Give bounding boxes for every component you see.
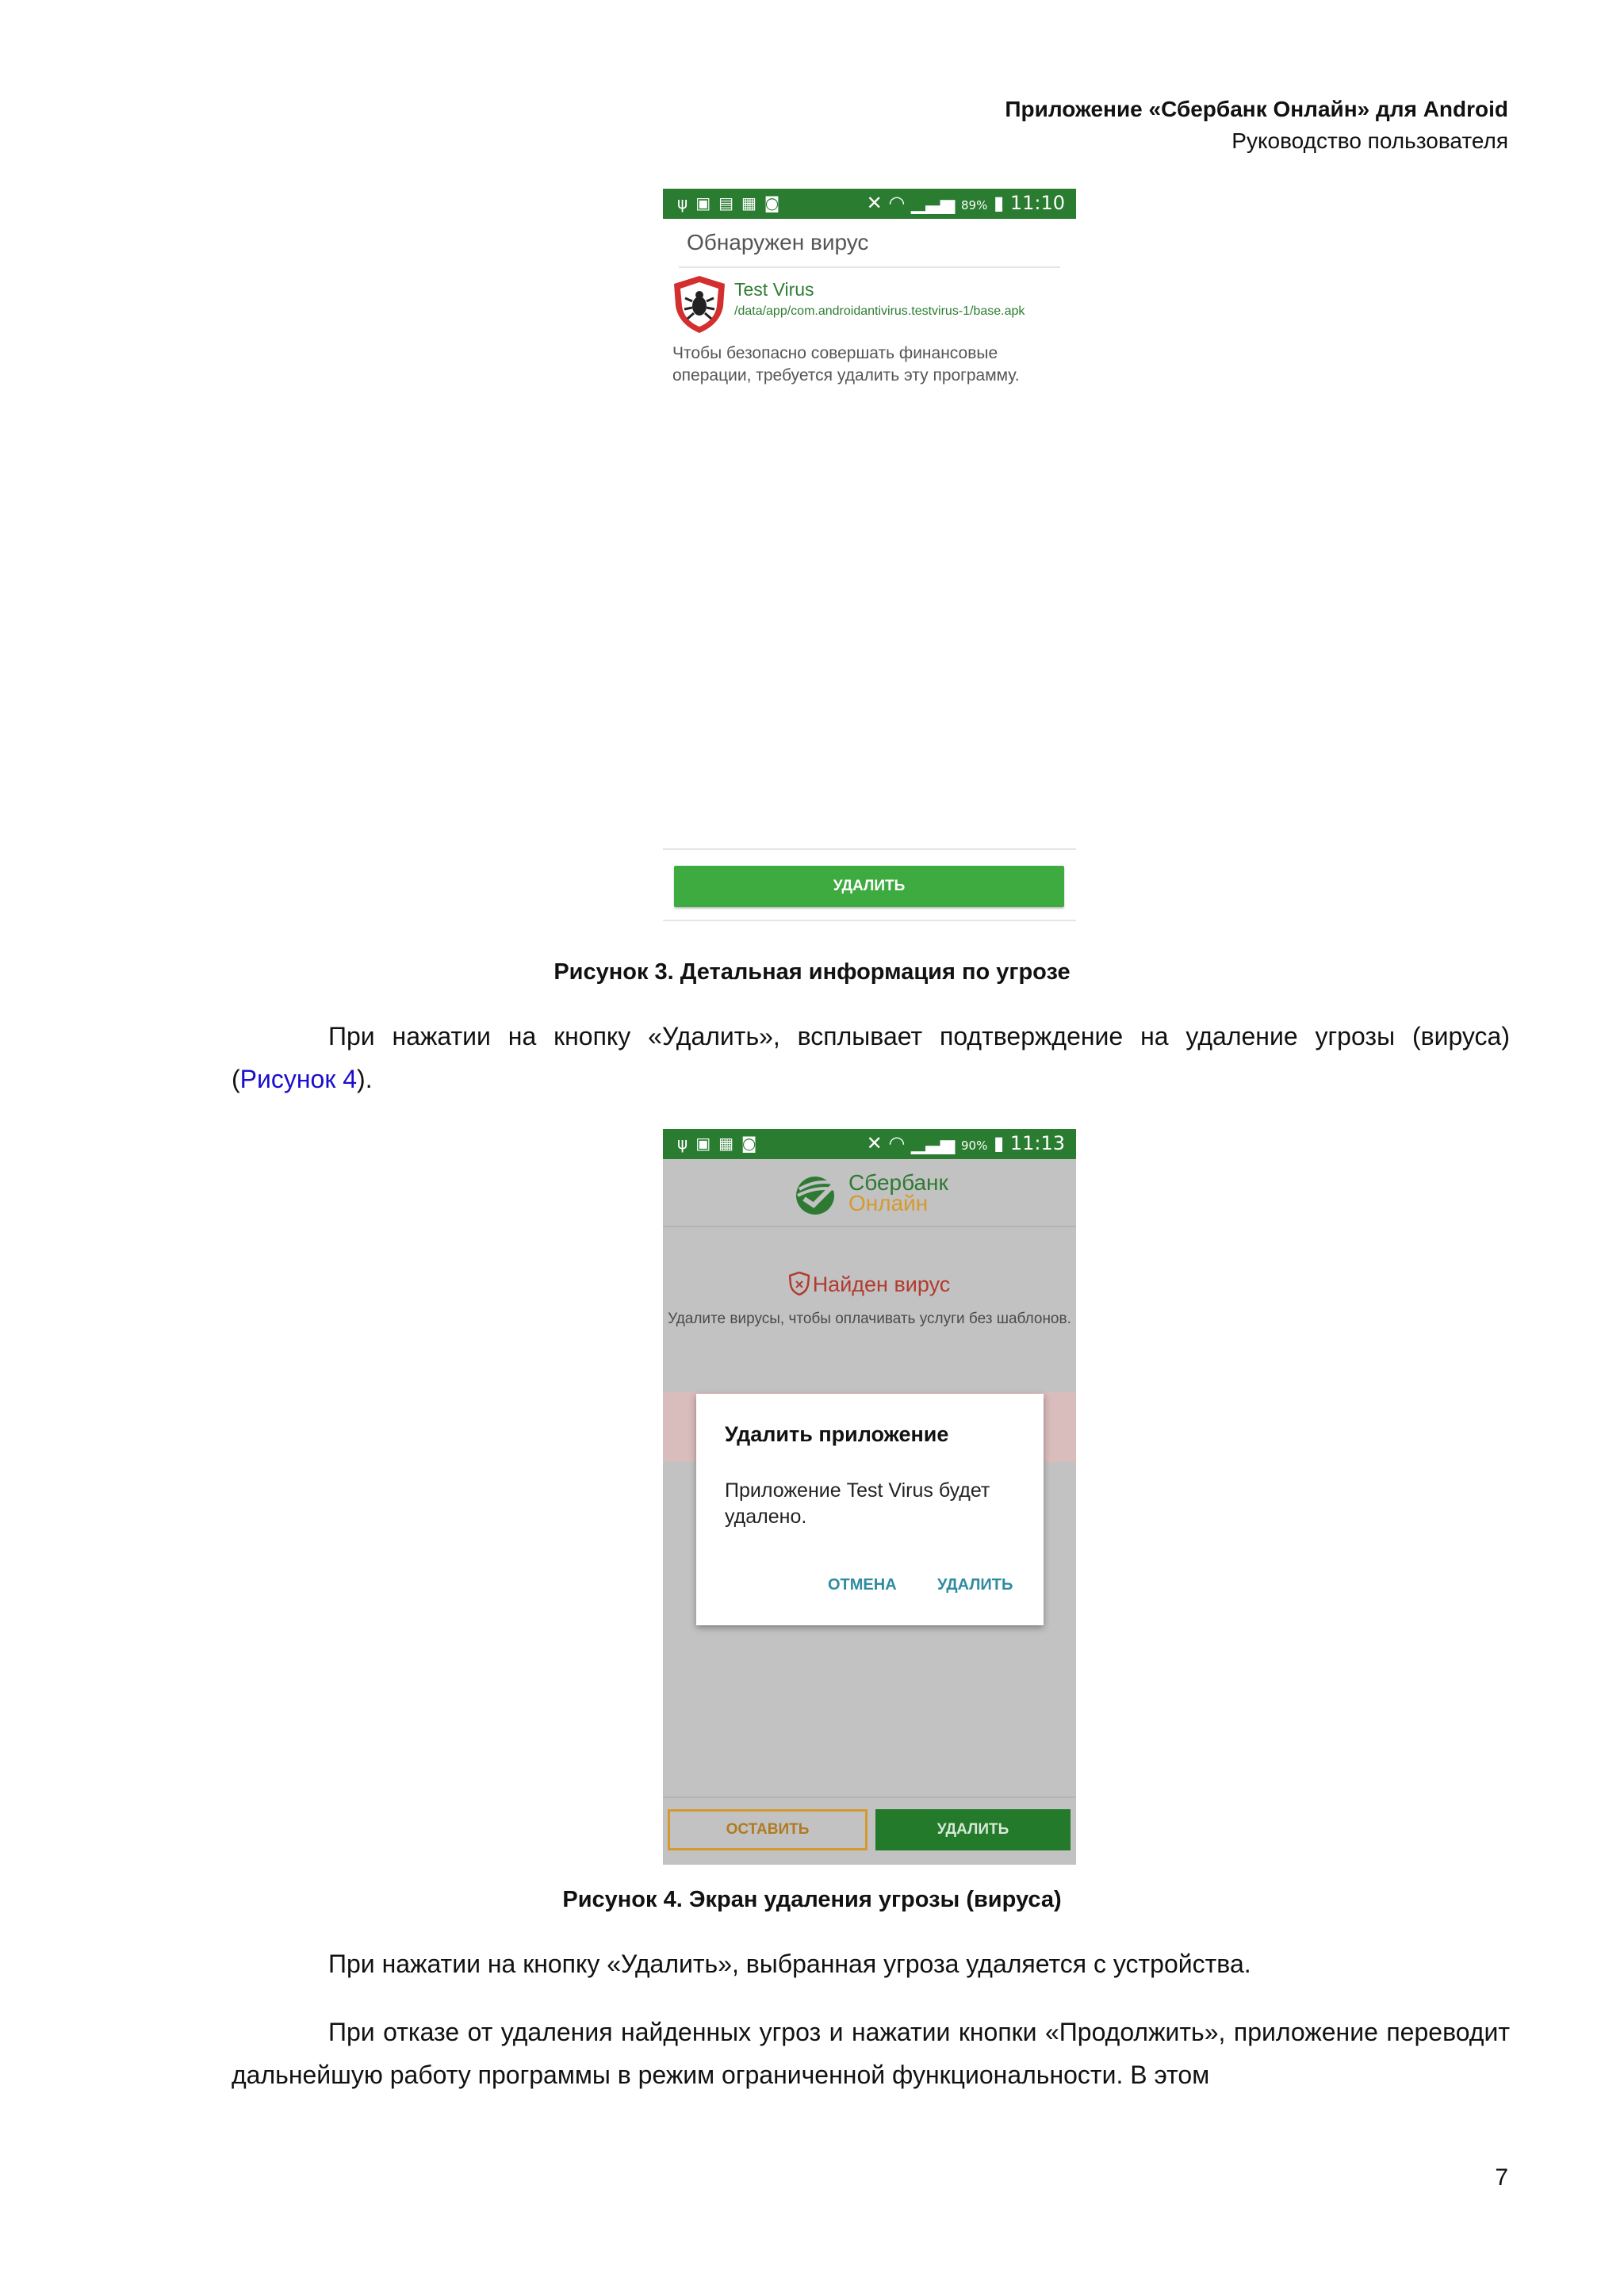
status-bar	[663, 189, 1076, 219]
screen-title: Обнаружен вирус	[687, 230, 869, 254]
clock: 11:13	[1009, 1132, 1065, 1154]
divider	[679, 266, 1060, 268]
document-header-subtitle: Руководство пользователя	[1231, 128, 1508, 153]
wifi-icon: ◠	[888, 192, 906, 214]
notification-icons: ψ▣▦◙	[677, 1134, 765, 1153]
shield-icon	[789, 1272, 810, 1295]
figure4-link[interactable]: Рисунок 4	[239, 1065, 358, 1093]
status-bar	[663, 1129, 1076, 1159]
sberbank-logo	[663, 1159, 1076, 1226]
paragraph-text: При нажатии на кнопку «Удалить», выбранная угроза удаляется с устройства.	[328, 1950, 1251, 1978]
paragraph	[232, 2011, 1510, 2096]
virus-found-title	[663, 1272, 1076, 1297]
document-header-title: Приложение «Сбербанк Онлайн» для Android	[1005, 97, 1508, 121]
divider	[663, 1226, 1076, 1227]
status-right	[867, 1132, 1065, 1154]
sberbank-logo-icon	[793, 1172, 841, 1216]
mute-icon: ✕	[866, 192, 883, 214]
divider	[663, 920, 1076, 921]
figure4-caption: Рисунок 4. Экран удаления угрозы (вируса)	[562, 1887, 1062, 1912]
keep-button[interactable]: ОСТАВИТЬ	[668, 1809, 868, 1850]
virus-name: Test Virus	[734, 279, 814, 300]
dialog-message: Приложение Test Virus будет удалено.	[725, 1479, 990, 1528]
signal-icon: ▁▃▅	[910, 192, 956, 214]
page-number: 7	[1495, 2164, 1508, 2191]
logo-text-line2: Онлайн	[848, 1191, 929, 1215]
dialog-cancel-button[interactable]: ОТМЕНА	[828, 1576, 897, 1594]
dialog-confirm-button[interactable]: УДАЛИТЬ	[937, 1576, 1013, 1594]
divider	[663, 848, 1076, 850]
mute-icon: ✕	[866, 1132, 883, 1154]
dialog-title: Удалить приложение	[725, 1422, 949, 1446]
virus-found-message: Удалите вирусы, чтобы оплачивать услуги без шаблонов.	[668, 1311, 1071, 1327]
paragraph-text: При нажатии на кнопку «Удалить», всплывает подтверждение на удаление угрозы (вируса) (	[232, 1022, 1510, 1093]
battery-percent: 89%	[960, 198, 988, 212]
paragraph	[232, 1942, 1510, 1985]
battery-icon: ▮	[993, 1132, 1005, 1154]
virus-description: Чтобы безопасно совершать финансовые операции, требуется удалить эту программу.	[672, 344, 1020, 385]
delete-button[interactable]: УДАЛИТЬ	[875, 1809, 1071, 1850]
clock: 11:10	[1009, 192, 1065, 214]
paragraph	[232, 1015, 1510, 1100]
virus-path: /data/app/com.androidantivirus.testvirus-1/base.apk	[734, 304, 1025, 318]
delete-button[interactable]: УДАЛИТЬ	[674, 866, 1064, 907]
virus-shield-icon	[671, 274, 728, 335]
signal-icon: ▁▃▅	[910, 1132, 956, 1154]
notification-icons: ψ▣▤▦◙	[677, 193, 788, 212]
battery-icon: ▮	[993, 192, 1005, 214]
wifi-icon: ◠	[888, 1132, 906, 1154]
figure4-screenshot	[663, 1129, 1076, 1865]
figure3-caption: Рисунок 3. Детальная информация по угрозе	[553, 959, 1071, 985]
paragraph-text: При отказе от удаления найденных угроз и нажатии кнопки «Продолжить», приложение переводит дальнейшую работу программы в режим ограниченной функциональности. В этом	[232, 2018, 1510, 2089]
divider	[663, 1797, 1076, 1798]
logo-text-line1: Сбербанк	[848, 1170, 948, 1195]
battery-percent: 90%	[960, 1138, 988, 1153]
virus-found-text: Найден вирус	[812, 1272, 951, 1296]
delete-app-dialog	[696, 1394, 1044, 1625]
status-right	[867, 192, 1065, 214]
figure3-screenshot	[663, 189, 1076, 928]
paragraph-tail: ).	[357, 1065, 373, 1093]
